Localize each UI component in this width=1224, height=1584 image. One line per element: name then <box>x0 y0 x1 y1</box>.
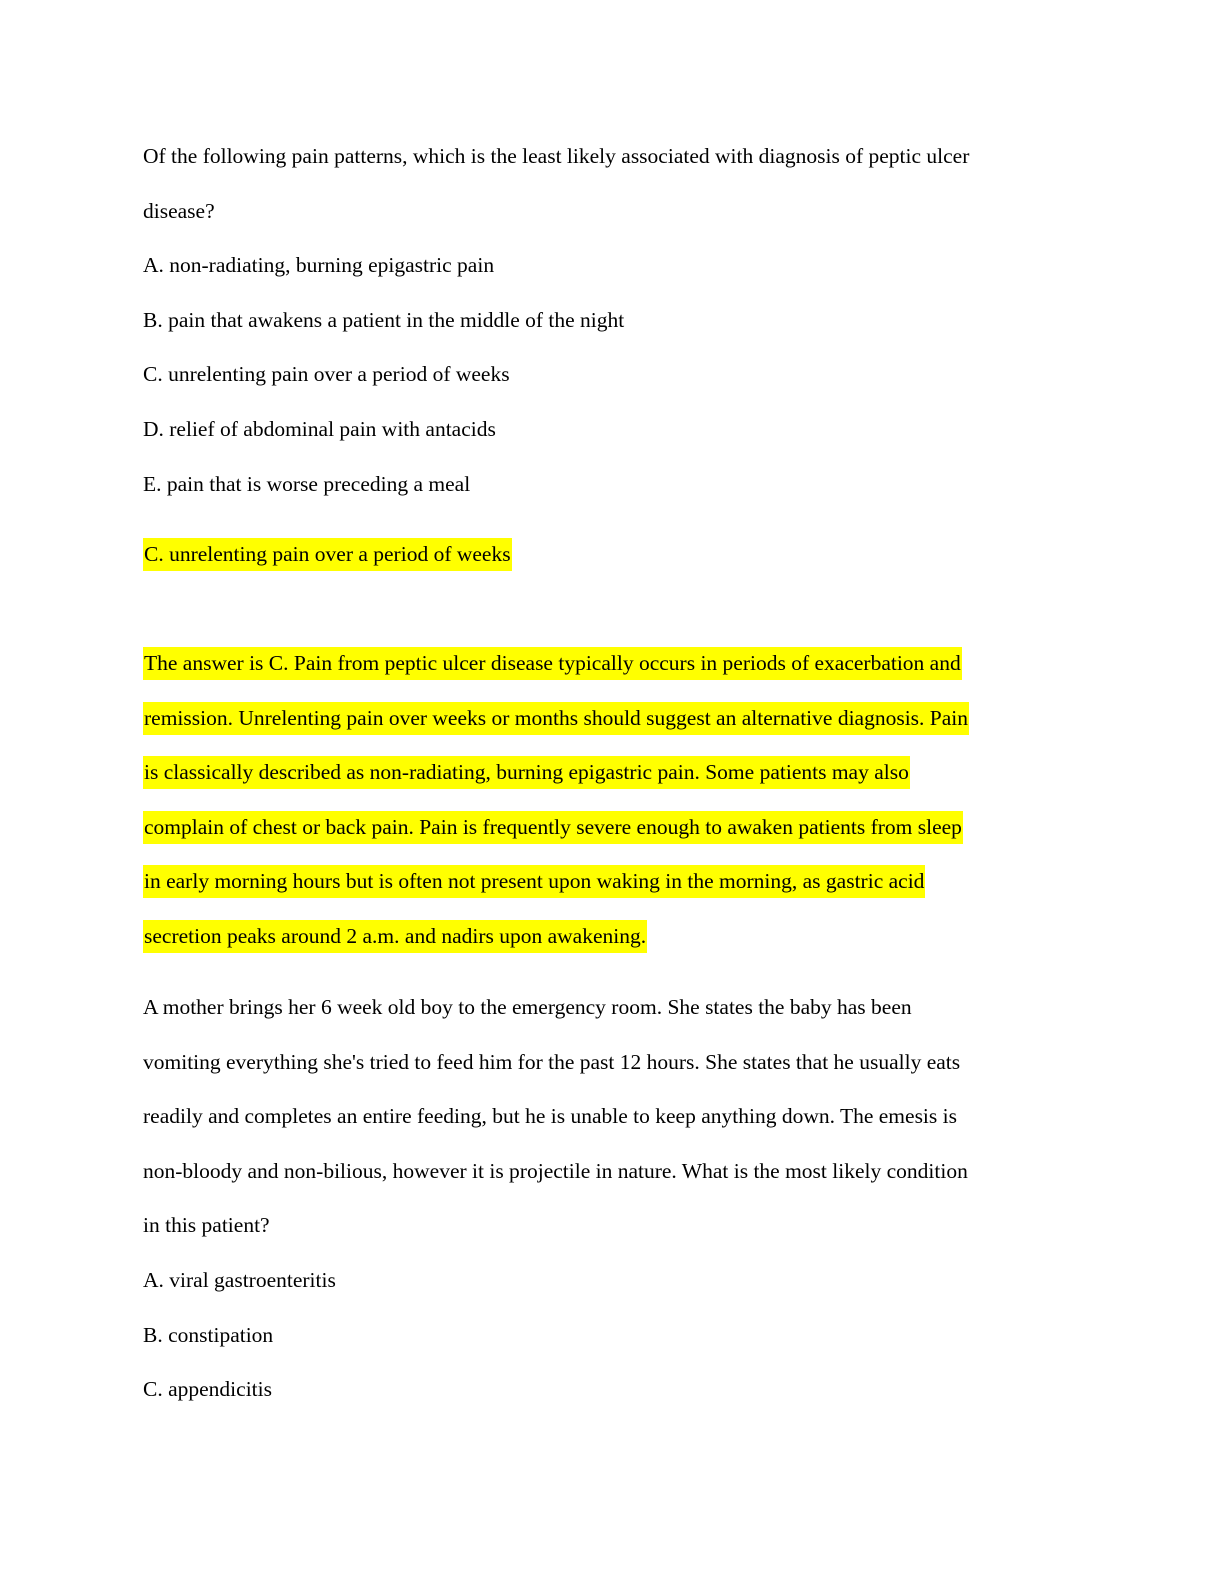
question-1-explanation <box>143 636 1073 964</box>
option-c: C. appendicitis <box>143 1377 272 1402</box>
question-1-stem <box>143 129 1073 238</box>
highlighted-answer: C. unrelenting pain over a period of weeks <box>143 538 512 571</box>
question-1-options <box>143 238 1073 511</box>
explanation-line: secretion peaks around 2 a.m. and nadirs upon awakening. <box>143 920 647 953</box>
stem-line: readily and completes an entire feeding, but he is unable to keep anything down. The emesis is <box>143 1104 957 1129</box>
stem-line: vomiting everything she's tried to feed him for the past 12 hours. She states that he usually eats <box>143 1049 961 1074</box>
question-2-stem <box>143 980 1073 1253</box>
option-a: A. viral gastroenteritis <box>143 1267 336 1292</box>
option-b: B. constipation <box>143 1322 274 1347</box>
question-2-options <box>143 1253 1073 1417</box>
stem-line: disease? <box>143 198 215 223</box>
stem-line: Of the following pain patterns, which is the least likely associated with diagnosis of peptic ulcer <box>143 144 970 168</box>
stem-line: non-bloody and non-bilious, however it is projectile in nature. What is the most likely condition <box>143 1158 968 1183</box>
question-2 <box>143 980 1073 1417</box>
option-d: D. relief of abdominal pain with antacids <box>143 416 496 441</box>
question-1 <box>143 129 1073 511</box>
question-1-answer <box>143 527 1073 582</box>
option-c: C. unrelenting pain over a period of weeks <box>143 362 510 387</box>
option-b: B. pain that awakens a patient in the middle of the night <box>143 307 625 332</box>
option-e: E. pain that is worse preceding a meal <box>143 471 471 496</box>
explanation-line: is classically described as non-radiating, burning epigastric pain. Some patients may also <box>143 756 910 789</box>
option-a: A. non-radiating, burning epigastric pain <box>143 253 495 278</box>
explanation-line: in early morning hours but is often not present upon waking in the morning, as gastric acid <box>143 865 925 898</box>
explanation-line: complain of chest or back pain. Pain is frequently severe enough to awaken patients from sleep <box>143 811 963 844</box>
explanation-line: The answer is C. Pain from peptic ulcer disease typically occurs in periods of exacerbation and <box>143 647 962 680</box>
explanation-line: remission. Unrelenting pain over weeks or months should suggest an alternative diagnosis. Pain <box>143 702 969 735</box>
stem-line: A mother brings her 6 week old boy to the emergency room. She states the baby has been <box>143 995 912 1019</box>
stem-line: in this patient? <box>143 1213 270 1238</box>
